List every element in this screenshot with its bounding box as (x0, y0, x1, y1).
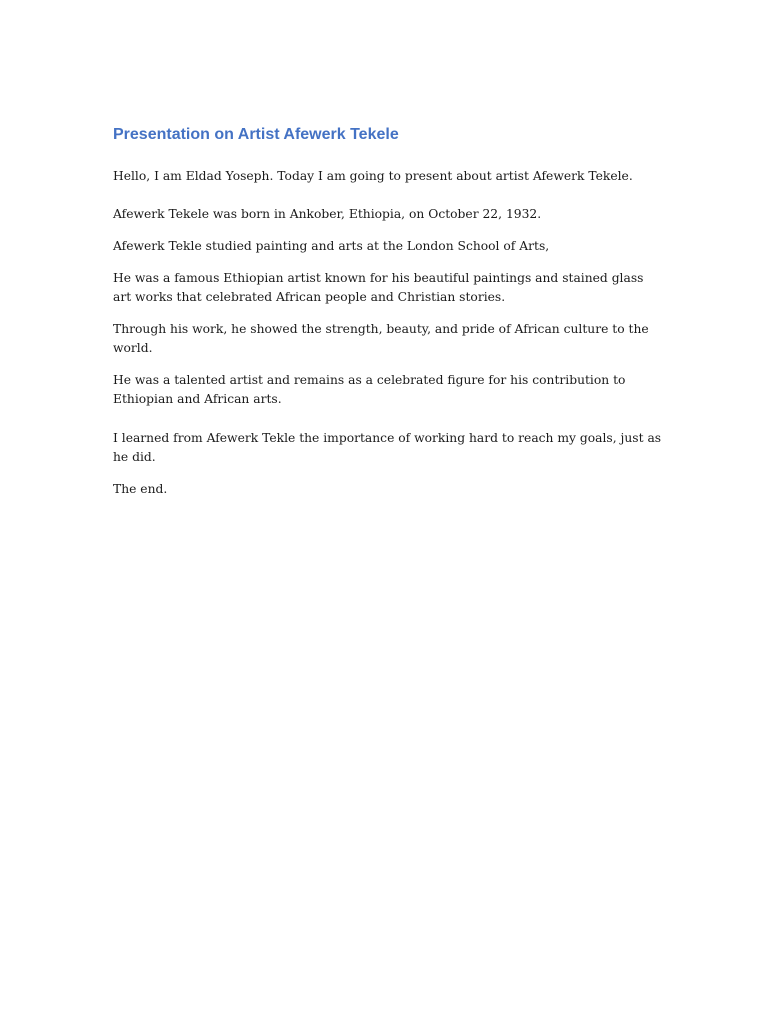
paragraph-culture: Through his work, he showed the strength, beauty, and pride of African culture to the world. (113, 322, 649, 355)
paragraph-introduction: Hello, I am Eldad Yoseph. Today I am going to present about artist Afewerk Tekele. (113, 169, 633, 183)
paragraph-birth: Afewerk Tekele was born in Ankober, Ethiopia, on October 22, 1932. (113, 207, 542, 221)
paragraph-lesson: I learned from Afewerk Tekle the importance of working hard to reach my goals, just as he did. (113, 431, 662, 464)
paragraph-education: Afewerk Tekle studied painting and arts at the London School of Arts, (113, 239, 550, 253)
paragraph-fame: He was a famous Ethiopian artist known for his beautiful paintings and stained glass art works that celebrated African people and Christian stories. (113, 271, 644, 304)
document-title: Presentation on Artist Afewerk Tekele (113, 126, 399, 143)
paragraph-legacy: He was a talented artist and remains as a celebrated figure for his contribution to Ethiopian and African arts. (113, 373, 626, 406)
document-body (113, 124, 663, 499)
paragraph-ending: The end. (113, 482, 168, 496)
